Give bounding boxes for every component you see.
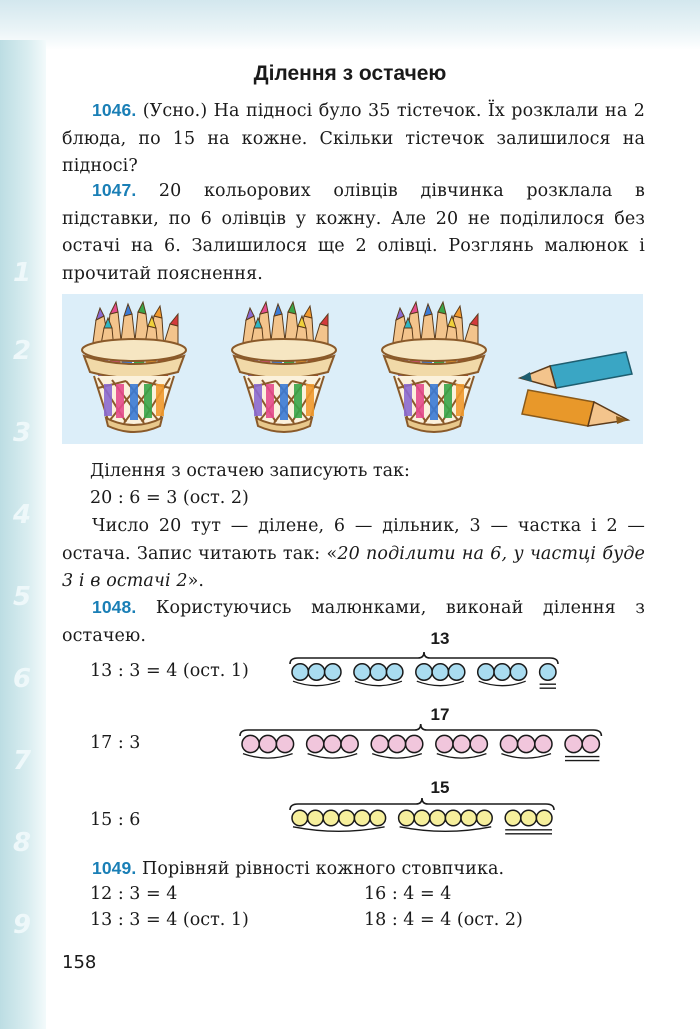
counter-circle (341, 735, 358, 752)
exercise-text: (Усно.) На підносі було 35 тістечок. Їх розклали на 2 блюда, по 15 на кожне. Скільки тістечок залишилося на підносі? (62, 101, 645, 177)
group-arc (293, 827, 385, 832)
explain-text: Число 20 тут — ділене, 6 — дільник, 3 — частка і 2 — остача. Запис читають так: « (62, 516, 645, 564)
side-number: 5 (13, 582, 32, 612)
counter-circle (536, 810, 552, 826)
counter-circle (259, 735, 276, 752)
page-title: Ділення з остачею (253, 62, 447, 85)
equation-col2-1: 16 : 4 = 4 (364, 884, 452, 904)
total-label-15: 15 (430, 778, 450, 797)
counter-circle (535, 735, 552, 752)
equation-col1-2: 13 : 3 = 4 (ост. 1) (90, 910, 249, 930)
side-number: 7 (13, 746, 32, 776)
counter-circle (416, 664, 432, 680)
explain-text-end: ». (187, 571, 205, 592)
counter-circle (370, 664, 386, 680)
group-arc (243, 754, 293, 759)
counter-circle (307, 735, 324, 752)
counter-circle (500, 735, 517, 752)
pencil-baskets-illustration (62, 294, 643, 444)
curly-brace (290, 652, 558, 664)
group-arc (308, 754, 358, 759)
explain-italic-text: 20 поділити на 6, у частці буде 3 і в остачі 2 (62, 543, 645, 592)
counter-circle (521, 810, 537, 826)
counter-circle (406, 735, 423, 752)
counter-circle (370, 810, 386, 826)
counter-circle (388, 735, 405, 752)
counter-circle (478, 664, 494, 680)
counter-circle (308, 810, 324, 826)
counter-circle (414, 810, 430, 826)
counter-circle (325, 664, 341, 680)
division-expression-2: 17 : 3 (90, 733, 141, 753)
total-label-13: 13 (430, 629, 450, 648)
side-number: 6 (13, 664, 32, 694)
side-number-strip (0, 40, 46, 1029)
side-number: 9 (13, 910, 32, 940)
total-label-17: 17 (430, 705, 450, 724)
division-expression-3: 15 : 6 (90, 810, 141, 830)
side-number: 1 (13, 258, 32, 288)
counter-circle (470, 735, 487, 752)
counter-circle (445, 810, 461, 826)
group-arc (355, 681, 402, 686)
explain-paragraph (62, 513, 645, 596)
circle-groups-diagram (0, 620, 700, 835)
group-arc (400, 827, 492, 832)
group-arc (437, 754, 487, 759)
counter-circle (339, 810, 355, 826)
counter-circle (308, 664, 324, 680)
exercise-text: Порівняй рівності кожного стовпчика. (136, 859, 505, 879)
counter-circle (505, 810, 521, 826)
counter-circle (477, 810, 493, 826)
group-arc (293, 681, 340, 686)
counter-circle (292, 664, 308, 680)
counter-circle (354, 810, 370, 826)
counter-circle (448, 664, 464, 680)
counter-circle (436, 735, 453, 752)
counter-circle (582, 735, 599, 752)
counter-circle (242, 735, 259, 752)
side-number: 2 (13, 336, 32, 366)
side-number: 4 (13, 500, 32, 530)
exercise-1047 (62, 177, 645, 288)
counter-circle (430, 810, 446, 826)
counter-circle (399, 810, 415, 826)
curly-brace (290, 798, 554, 810)
counter-circle (371, 735, 388, 752)
counter-circle (565, 735, 582, 752)
counter-circle (461, 810, 477, 826)
counter-circle (292, 810, 308, 826)
counter-circle (387, 664, 403, 680)
page-number: 158 (62, 952, 97, 973)
exercise-number: 1046. (92, 100, 137, 120)
explain-line-1: Ділення з остачею записують так: (90, 461, 410, 481)
exercise-1049 (62, 855, 645, 884)
side-number: 8 (13, 828, 32, 858)
counter-circle (432, 664, 448, 680)
equation-col2-2: 18 : 4 = 4 (ост. 2) (364, 910, 523, 930)
exercise-number: 1048. (92, 597, 137, 617)
counter-circle (323, 810, 339, 826)
group-arc (417, 681, 464, 686)
counter-circle (540, 664, 556, 680)
exercise-text: Користуючись малюнками, виконай ділення з остачею. (62, 598, 645, 646)
group-arc (479, 681, 526, 686)
exercise-text: 20 кольорових олівців дівчинка розклала в підставки, по 6 олівців у кожну. Але 20 не поділилося без остачі на 6. Залишилося ще 2 олівці. Розглянь малюнок і прочитай пояснення. (62, 181, 645, 284)
top-band (0, 0, 700, 50)
curly-brace (240, 724, 601, 736)
counter-circle (518, 735, 535, 752)
exercise-1046 (62, 97, 645, 181)
group-arc (501, 754, 551, 759)
exercise-number: 1049. (92, 858, 137, 878)
side-number: 3 (13, 418, 32, 448)
counter-circle (354, 664, 370, 680)
counter-circle (494, 664, 510, 680)
group-arc (372, 754, 422, 759)
exercise-number: 1047. (92, 180, 137, 200)
counter-circle (453, 735, 470, 752)
counter-circle (276, 735, 293, 752)
counter-circle (324, 735, 341, 752)
counter-circle (510, 664, 526, 680)
equation-col1-1: 12 : 3 = 4 (90, 884, 178, 904)
explain-line-2: 20 : 6 = 3 (ост. 2) (90, 488, 249, 508)
division-expression-1: 13 : 3 = 4 (ост. 1) (90, 661, 249, 681)
